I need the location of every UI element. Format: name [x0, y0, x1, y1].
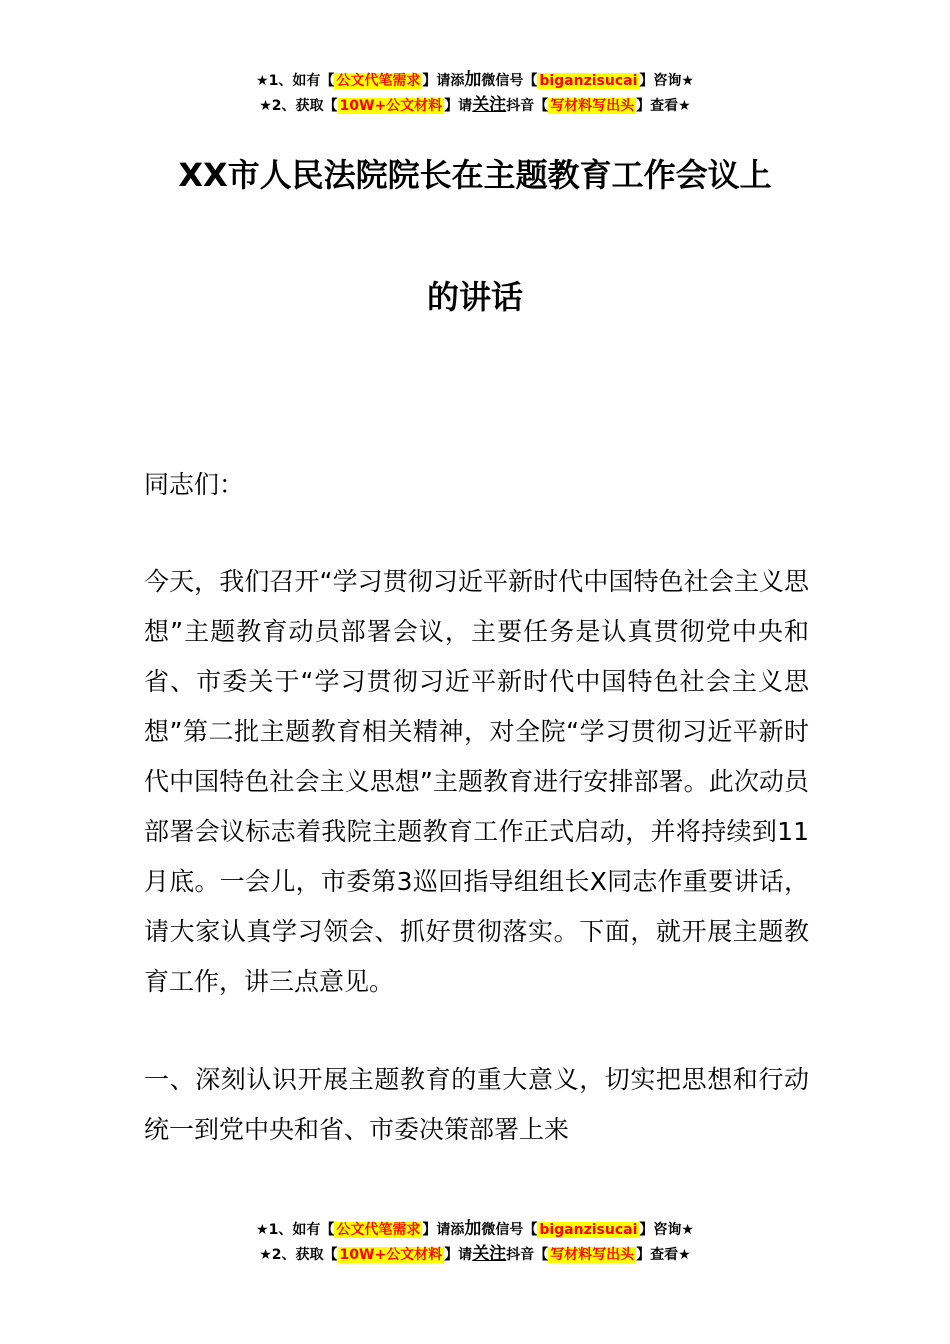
bottom-banner — [0, 1217, 950, 1267]
salutation: 同志们： — [144, 470, 245, 499]
document-title-line-2: 的讲话 — [426, 278, 523, 316]
highlight-materials: 10W+公文材料 — [339, 98, 443, 114]
banner-line-2: ★2、获取【 10W+公文材料 】请关注抖音【 写材料写出头 】查看★ — [259, 95, 691, 115]
document-title-line-1: XX市人民法院院长在主题教育工作会议上 — [178, 156, 772, 194]
paragraph-1: 今天，我们召开“学习贯彻习近平新时代中国特色社会主义思想”主题教育动员部署会议，主要任务是认真贯彻党中央和省、市委关于“学习贯彻习近平新时代中国特色社会主义思想”第二批主题教育相关精神，对全院“学习贯彻习近平新时代中国特色社会主义思想”主题教育进行安排部署。此次动员部署会议标志着我院主题教育工作正式启动，并将持续到11月底。一会儿，市委第3巡回指导组组长X同志作重要讲话，请大家认真学习领会、抓好贯彻落实。下面，就开展主题教育工作，讲三点意见。 — [144, 567, 809, 996]
highlight-douyin-account: 写材料写出头 — [550, 98, 635, 114]
highlight-douyin-account: 写材料写出头 — [550, 1247, 635, 1263]
banner-line-1: ★1、如有【 公文代笔需求 】请添加微信号【 biganzisucai 】咨询★ — [256, 70, 694, 90]
section-1-heading: 一、深刻认识开展主题教育的重大意义，切实把思想和行动统一到党中央和省、市委决策部署上来 — [144, 1065, 809, 1144]
highlight-service: 公文代笔需求 — [336, 1222, 421, 1238]
banner-line-1: ★1、如有【 公文代笔需求 】请添加微信号【 biganzisucai 】咨询★ — [256, 1219, 694, 1239]
banner-line-2: ★2、获取【 10W+公文材料 】请关注抖音【 写材料写出头 】查看★ — [259, 1244, 691, 1264]
highlight-wechat-id: biganzisucai — [539, 1222, 638, 1238]
top-banner — [0, 68, 950, 118]
highlight-materials: 10W+公文材料 — [339, 1247, 443, 1263]
highlight-wechat-id: biganzisucai — [539, 73, 638, 89]
highlight-service: 公文代笔需求 — [336, 73, 421, 89]
